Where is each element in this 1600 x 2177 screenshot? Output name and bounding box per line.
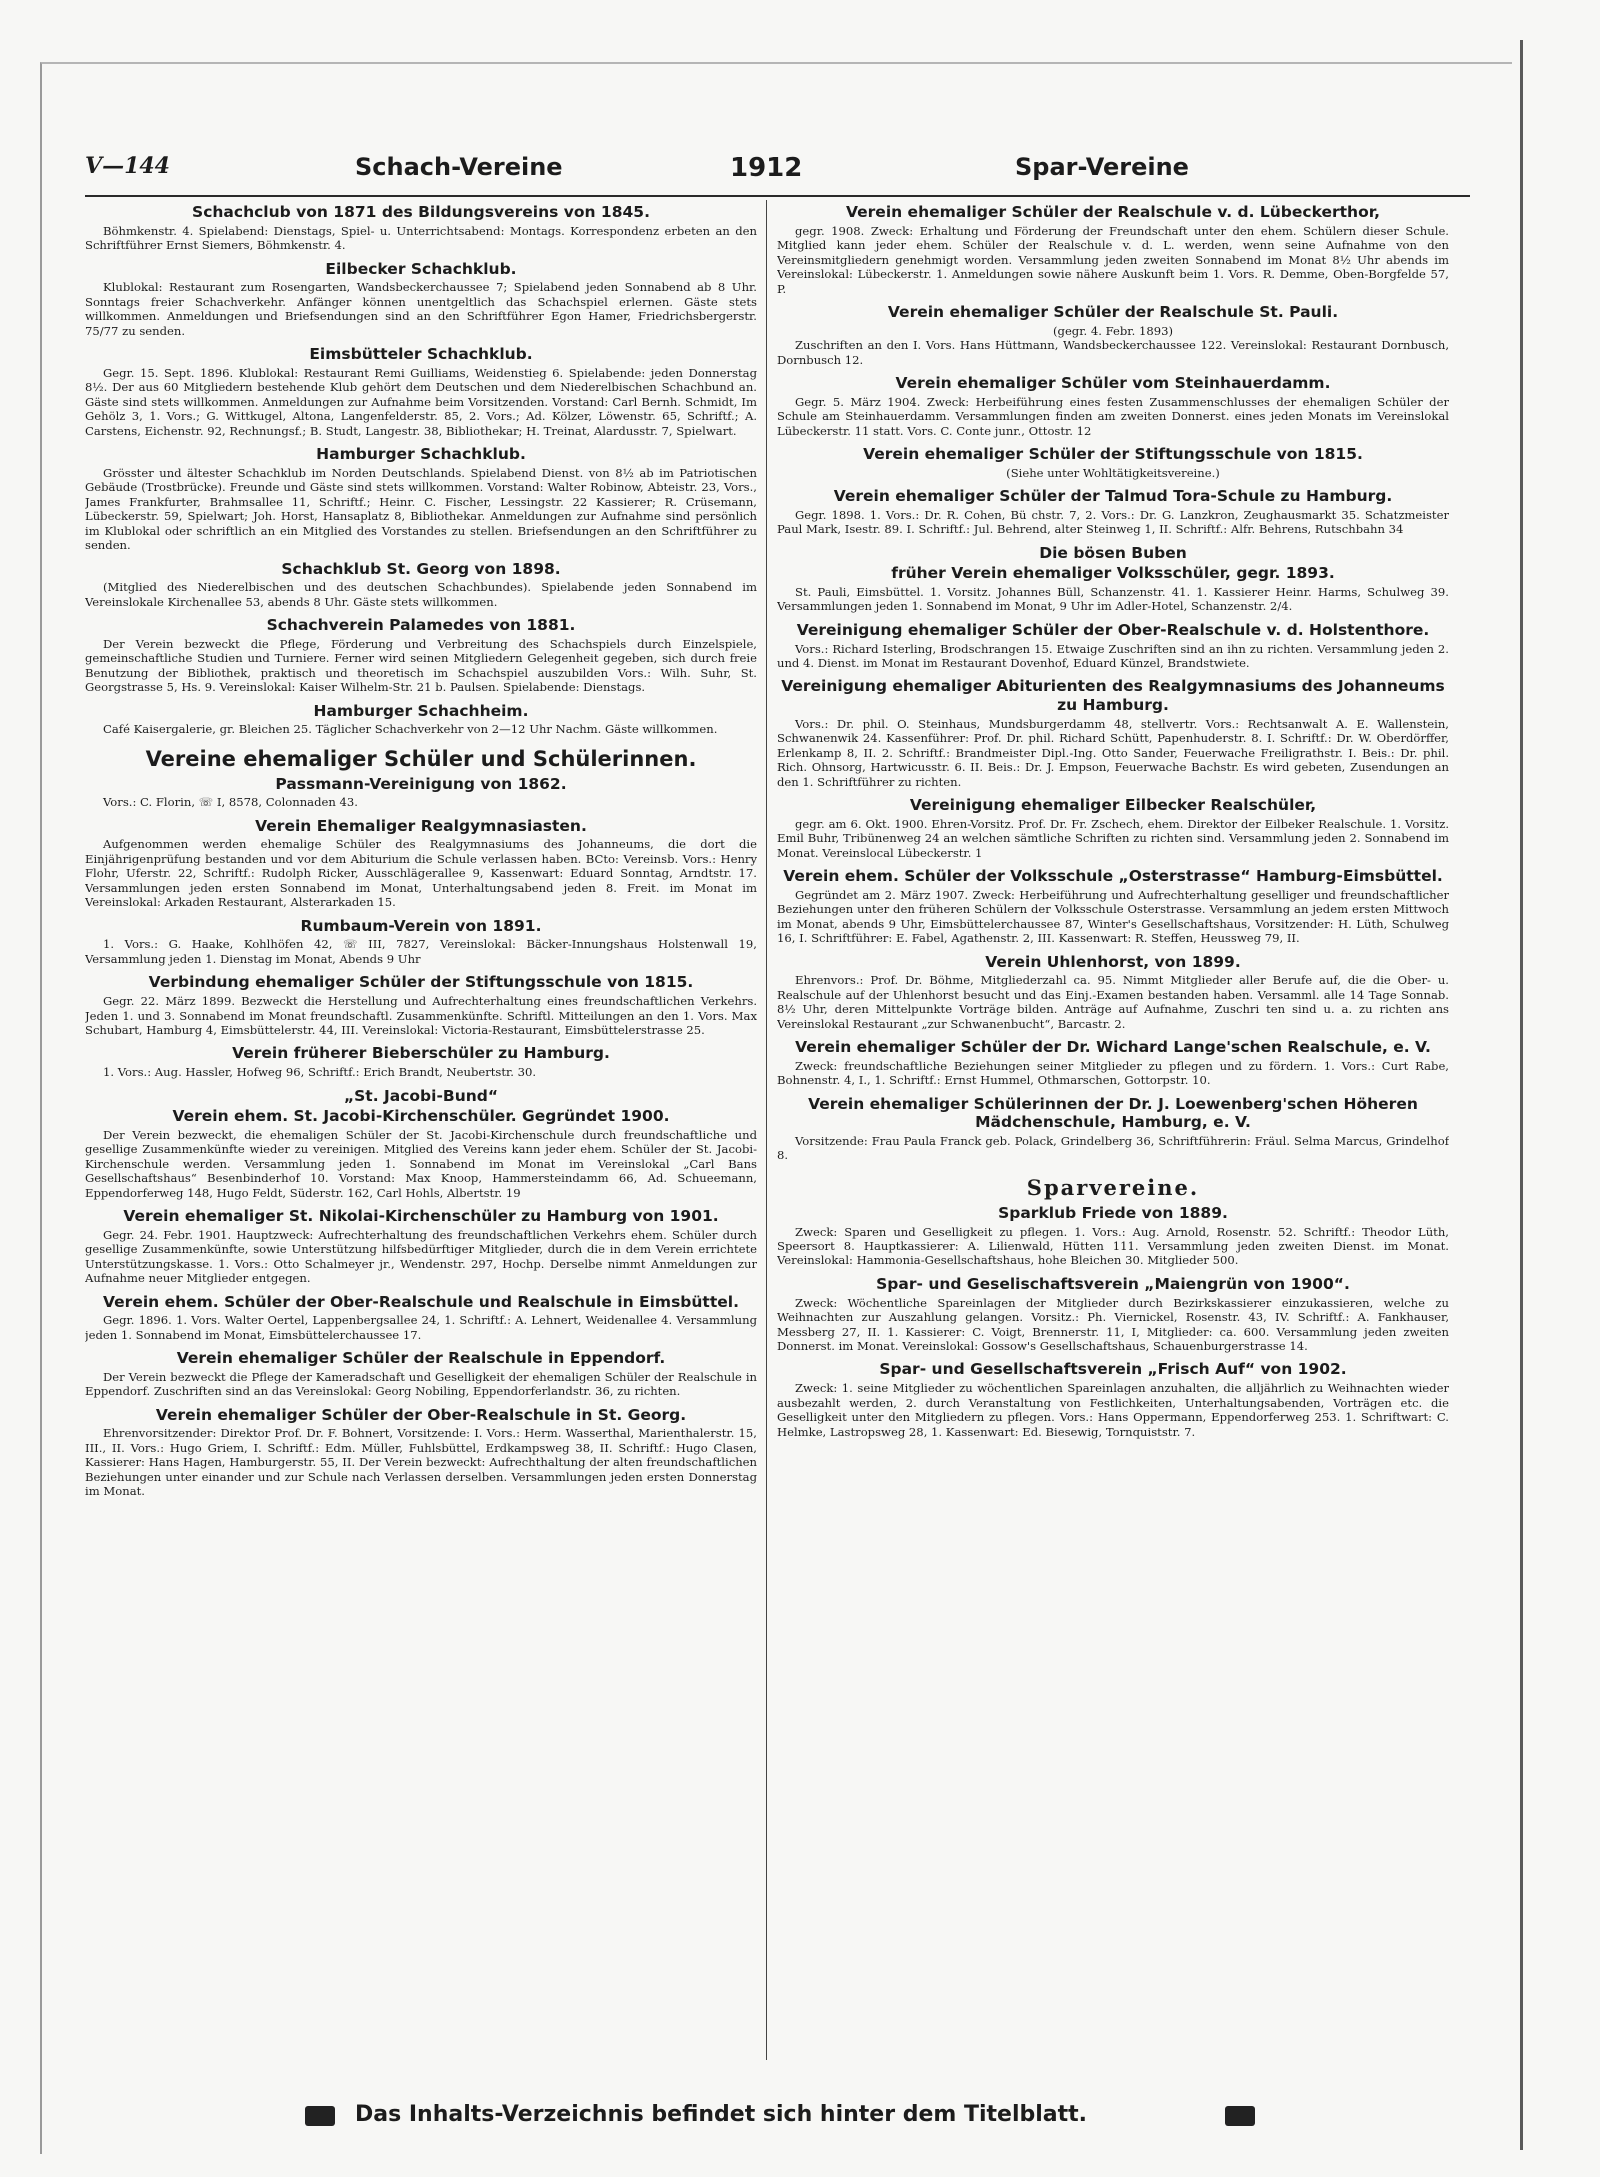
entry-body: Gegr. 22. März 1899. Bezweckt die Herstellung und Aufrechterhaltung eines freundschaftlichen Verkehrs. Jeden 1. und 3. Sonnabend im Monat freundschaftl. Zusammenkünfte. Schriftl. Mitteilungen an den 1. Vors. Max Schubart, Hamburg 4, Eimsbüttelerstr. 44, III. Vereinslokal: Victoria-Restaurant, Eimsbüttelerstrasse 25. — [85, 994, 757, 1037]
column-divider — [766, 200, 767, 2060]
entry-title: Verein ehem. Schüler der Volksschule „Osterstrasse“ Hamburg-Eimsbüttel. — [783, 867, 1443, 886]
entry-title: Schachklub St. Georg von 1898. — [281, 559, 561, 578]
directory-entry — [85, 917, 757, 967]
entry-title: Verein ehemaliger Schüler der Realschule v. d. Lübeckerthor, — [846, 203, 1380, 221]
entry-body: Zweck: Wöchentliche Spareinlagen der Mitglieder durch Bezirkskassierer einzukassieren, welche zu Weihnachten zur Auszahlung gelangen. Vorsitz.: Ph. Viernickel, Rosenstr. 43, IV. Schriftf.: A. Fankhauser, Messberg 27, II. 1. Kassierer: C. Voigt, Brennerstr. 11, I, Mitglieder: ca. 600. Versammlung jeden zweiten Donnerst. im Monat. Vereinslokal: Gossow's Gesellschaftshaus, Schauenburgerstrasse 14. — [777, 1295, 1449, 1353]
directory-entry — [85, 1087, 757, 1201]
entry-title: Eimsbütteler Schachklub. — [309, 345, 533, 364]
directory-entry — [85, 560, 757, 610]
section-heading: Vereine ehemaliger Schüler und Schülerinnen. — [145, 746, 697, 771]
directory-entry — [777, 544, 1449, 614]
entry-body: Gegr. 15. Sept. 1896. Klublokal: Restaurant Remi Guilliams, Weidenstieg 6. Spielabende: jeden Donnerstag 8½. Der aus 60 Mitgliedern bestehende Klub gehört dem Deutschen und dem Niederelbischen Schachbund an. Gäste sind stets willkommen. Anmeldungen zur Aufnahme beim Vorsitzenden. Vorstand: Carl Bernh. Schmidt, Im Gehölz 3, 1. Vors.; G. Wittkugel, Altona, Langenfelderstr. 85, 2. Vors.; Ad. Kölzer, Löwenstr. 65, Schriftf.; A. Carstens, Eichenstr. 92, Rechnungsf.; B. Studt, Langestr. 38, Bibliothekar; H. Treinat, Alardusstr. 7, Spielwart. — [85, 365, 757, 438]
directory-page — [85, 145, 1470, 2130]
directory-entry — [777, 203, 1449, 296]
entry-body: Zweck: freundschaftliche Beziehungen seiner Mitglieder zu pflegen und zu fördern. 1. Vors.: Curt Rabe, Bohnenstr. 4, I., 1. Schriftf.: Ernst Hummel, Othmarschen, Gottorpstr. 10. — [777, 1058, 1449, 1088]
entry-title: Verein ehem. Schüler der Ober-Realschule und Realschule in Eimsbüttel. — [103, 1292, 739, 1311]
entry-note: (Siehe unter Wohltätigkeitsvereine.) — [1006, 465, 1220, 480]
directory-entry — [85, 203, 757, 253]
entry-title: Verein ehemaliger Schüler der Realschule St. Pauli. — [887, 303, 1339, 322]
entry-body: Zuschriften an den I. Vors. Hans Hüttmann, Wandsbeckerchaussee 122. Vereinslokal: Restaurant Dornbusch, Dornbusch 12. — [777, 338, 1449, 367]
entry-title: Vereinigung ehemaliger Eilbecker Realschüler, — [909, 796, 1317, 815]
directory-entry — [777, 677, 1449, 789]
entry-body: Vors.: C. Florin, ☏ I, 8578, Colonnaden 43. — [103, 795, 358, 810]
directory-entry — [85, 1293, 757, 1343]
entry-note: (gegr. 4. Febr. 1893) — [1053, 323, 1173, 338]
entry-title: Die bösen Buben — [1039, 543, 1187, 562]
entry-title: Hamburger Schachheim. — [313, 701, 529, 720]
entry-title: Passmann-Vereinigung von 1862. — [275, 774, 567, 793]
entry-title: Verein ehemaliger Schüler der Realschule in Eppendorf. — [176, 1349, 666, 1368]
pointing-hand-icon — [1225, 2106, 1255, 2126]
directory-entry — [85, 973, 757, 1037]
entry-body: 1. Vors.: G. Haake, Kohlhöfen 42, ☏ III, 7827, Vereinslokal: Bäcker-Innungshaus Holstenwall 19, Versammlung jeden 1. Dienstag im Monat, Abends 9 Uhr — [85, 937, 757, 966]
entry-body: Der Verein bezweckt, die ehemaligen Schüler der St. Jacobi-Kirchenschule durch freundschaftliche und gesellige Zusammenkünfte wieder zu vereinigen. Mitglied des Vereins kann jeder ehem. Schüler der St. Jacobi-Kirchenschule werden. Versammlung jeden 1. Sonnabend im Monat im Vereinslokal „Carl Bans Gesellschaftshaus“ Besenbinderhof 10. Vorstand: Max Knoop, Hammersteindamm 66, Ad. Schueemann, Eppendorferweg 148, Hugo Feldt, Süderstr. 162, Carl Hohls, Albertstr. 19 — [85, 1127, 757, 1200]
page-header — [85, 145, 1470, 197]
header-year: 1912 — [730, 153, 803, 183]
entry-title: Hamburger Schachklub. — [316, 445, 526, 464]
directory-entry — [777, 445, 1449, 480]
entry-title: Verein Ehemaliger Realgymnasiasten. — [255, 816, 587, 835]
footer-text: Das Inhalts-Verzeichnis befindet sich hinter dem Titelblatt. — [355, 2102, 1088, 2127]
entry-body: Klublokal: Restaurant zum Rosengarten, Wandsbeckerchaussee 7; Spielabend jeden Sonnabend ab 8 Uhr. Sonntags freier Schachverkehr. Anfänger können unentgeltlich das Schachspiel erlernen. Gäste stets willkommen. Anmeldungen und Briefsendungen sind an den Schriftführer Egon Hamer, Friedrichsbergerstr. 75/77 zu senden. — [85, 280, 757, 338]
directory-entry — [85, 775, 757, 810]
entry-body: Vors.: Richard Isterling, Brodschrangen 15. Etwaige Zuschriften sind an ihn zu richten. Versammlung jeden 2. und 4. Dienst. im Monat im Restaurant Dovenhof, Eduard Künzel, Brandstwiete. — [777, 641, 1449, 670]
directory-entry — [85, 345, 757, 438]
page-number: V—144 — [85, 153, 170, 179]
entry-title: Vereinigung ehemaliger Abiturienten des Realgymnasiums des Johanneums zu Hamburg. — [781, 677, 1445, 715]
directory-entry — [85, 817, 757, 910]
section-heading: Sparvereine. — [1026, 1174, 1200, 1200]
entry-body: Grösster und ältester Schachklub im Norden Deutschlands. Spielabend Dienst. von 8½ ab im Patriotischen Gebäude (Trostbrücke). Freunde und Gäste sind stets willkommen. Vorstand: Walter Robinow, Abteistr. 23, Vors., James Frankfurter, Brahmsallee 11, Schriftf.; Heinr. C. Fischer, Lessingstr. 22 Kassierer; R. Crüsemann, Lübeckerstr. 59, Spielwart; Joh. Horst, Hansaplatz 8, Bibliothekar. Anmeldungen zur Aufnahme sind persönlich im Klublokal oder schriftlich an ein Mitglied des Vorstandes zu stellen. Briefsendungen an den Schriftführer zu senden. — [85, 465, 757, 553]
directory-entry — [85, 702, 757, 737]
entry-title: Verbindung ehemaliger Schüler der Stiftungsschule von 1815. — [148, 973, 694, 992]
directory-entry — [777, 303, 1449, 367]
entry-body: Vorsitzende: Frau Paula Franck geb. Polack, Grindelberg 36, Schriftführerin: Fräul. Selma Marcus, Grindelhof 8. — [777, 1133, 1449, 1163]
directory-entry — [777, 1275, 1449, 1354]
entry-title: Verein ehemaliger Schüler der Dr. Wichard Lange'schen Realschule, e. V. — [795, 1038, 1431, 1057]
directory-entry — [85, 1349, 757, 1399]
entry-body: Gegr. 24. Febr. 1901. Hauptzweck: Aufrechterhaltung des freundschaftlichen Verkehrs ehem. Schüler durch gesellige Zusammenkünfte, sowie Unterstützung hilfsbedürftiger Mitglieder, durch die in dem Verein errichtete Unterstützungskasse. 1. Vors.: Otto Schalmeyer jr., Wendenstr. 297, Hochp. Derselbe nimmt Anmeldungen zur Aufnahme neuer Mitglieder entgegen. — [85, 1227, 757, 1286]
left-column — [85, 203, 757, 2058]
directory-entry — [85, 260, 757, 339]
entry-body: Böhmkenstr. 4. Spielabend: Dienstags, Spiel- u. Unterrichtsabend: Montags. Korrespondenz erbeten an den Schriftführer Ernst Siemers, Böhmkenstr. 4. — [85, 223, 757, 253]
footer-note — [305, 2100, 1305, 2140]
directory-entry — [85, 445, 757, 553]
entry-body: Der Verein bezweckt die Pflege, Förderung und Verbreitung des Schachspiels durch Einzelspiele, gemeinschaftliche Studien und Turniere. Ferner wird seinen Mitgliedern Gelegenheit gegeben, sich durch freie Benutzung der Bibliothek, praktisch und theoretisch im Schachspiel auszubilden Vors.: Wilh. Suhr, St. Georgstrasse 5, Hs. 9. Vereinslokal: Kaiser Wilhelm-Str. 21 b. Paulsen. Spielabende: Dienstags. — [85, 636, 757, 695]
entry-title: Verein ehemaliger St. Nikolai-Kirchenschüler zu Hamburg von 1901. — [123, 1207, 719, 1226]
entry-body: Vors.: Dr. phil. O. Steinhaus, Mundsburgerdamm 48, stellvertr. Vors.: Rechtsanwalt A. E. Wallenstein, Schwanenwik 24. Kassenführer: Prof. Dr. phil. Richard Schütt, Papenhuderstr. 8. I. Schriftf.: Dr. W. Oberdörffer, Erlenkamp 8, II. 2. Schriftf.: Brandmeister Dipl.-Ing. Otto Sander, Feuerwache Freiligrathstr. I. Beis.: Dr. phil. Rich. Ohnsorg, Hartwicusstr. 6. II. Beis.: Dr. J. Empson, Feuerwache Bachstr. Es wird gebeten, Zusendungen an den 1. Schriftführer zu richten. — [777, 716, 1449, 789]
entry-title: Spar- und Gesellschaftsverein „Frisch Auf“ von 1902. — [879, 1360, 1347, 1379]
entry-body: Ehrenvors.: Prof. Dr. Böhme, Mitgliederzahl ca. 95. Nimmt Mitglieder aller Berufe auf, die die Ober- u. Realschule auf der Uhlenhorst besucht und das Einj.-Examen bestanden haben. Versamml. alle 14 Tage Sonnab. 8½ Uhr, deren Mittelpunkte Vorträge bilden. Anträge auf Aufnahme, Zuschri ten sind u. a. zu richten ans Vereinslokal Restaurant „zur Schwanenbucht“, Barcastr. 2. — [777, 973, 1449, 1031]
directory-entry — [85, 1044, 757, 1079]
entry-body: (Mitglied des Niederelbischen und des deutschen Schachbundes). Spielabende jeden Sonnabend im Vereinslokale Kirchenallee 53, abends 8 Uhr. Gäste stets willkommen. — [85, 580, 757, 609]
entry-title: Verein ehemaliger Schülerinnen der Dr. J. Loewenberg'schen Höheren Mädchenschule, Hamburg, e. V. — [808, 1094, 1418, 1132]
directory-entry — [85, 616, 757, 695]
directory-entry — [777, 1204, 1449, 1268]
entry-title: Vereinigung ehemaliger Schüler der Ober-Realschule v. d. Holstenthore. — [796, 620, 1430, 639]
entry-title: Verein früherer Bieberschüler zu Hamburg. — [232, 1044, 610, 1063]
entry-title: Eilbecker Schachklub. — [325, 259, 517, 278]
entry-title: Rumbaum-Verein von 1891. — [300, 916, 542, 935]
entry-body: 1. Vors.: Aug. Hassler, Hofweg 96, Schriftf.: Erich Brandt, Neubertstr. 30. — [103, 1065, 537, 1080]
entry-body: Zweck: Sparen und Geselligkeit zu pflegen. 1. Vors.: Aug. Arnold, Rosenstr. 52. Schriftf.: Theodor Lüth, Speersort 8. Hauptkassierer: A. Lilienwald, Hütten 111. Versammlung jeden zweiten Dienst. im Monat. Vereinslokal: Hammonia-Gesellschaftshaus, hohe Bleichen 30. Mitglieder 500. — [777, 1224, 1449, 1268]
entry-title: Verein ehemaliger Schüler der Talmud Tora-Schule zu Hamburg. — [833, 487, 1393, 506]
entry-body: Gegr. 1896. 1. Vors. Walter Oertel, Lappenbergsallee 24, 1. Schriftf.: A. Lehnert, Weidenallee 4. Versammlung jeden 1. Sonnabend im Monat, Eimsbüttelerchaussee 17. — [85, 1313, 757, 1342]
right-column — [777, 203, 1449, 2058]
directory-entry — [777, 867, 1449, 946]
directory-entry — [777, 621, 1449, 671]
entry-title: „St. Jacobi-Bund“ — [343, 1086, 499, 1105]
entry-subtitle: Verein ehem. St. Jacobi-Kirchenschüler. Gegründet 1900. — [172, 1107, 670, 1126]
entry-subtitle: früher Verein ehemaliger Volksschüler, gegr. 1893. — [891, 564, 1335, 583]
binding-edge — [1520, 40, 1523, 2150]
entry-title: Schachclub von 1871 des Bildungsvereins von 1845. — [192, 203, 650, 221]
entry-title: Verein ehemaliger Schüler der Ober-Realschule in St. Georg. — [155, 1405, 687, 1424]
directory-entry — [777, 1360, 1449, 1439]
entry-title: Verein ehemaliger Schüler der Stiftungsschule von 1815. — [863, 445, 1363, 464]
entry-body: Aufgenommen werden ehemalige Schüler des Realgymnasiums des Johanneums, die dort die Einjährigenprüfung bestanden und vor dem Abiturium die Schule verlassen haben. BCto: Vereinsb. Vors.: Henry Flohr, Uferstr. 22, Schriftf.: Rudolph Ricker, Ausschlägerallee 9, Kassenwart: Eduard Sonntag, Arndtstr. 17. Versammlungen jeden ersten Sonnabend im Monat, Unterhaltungsabend jeden 8. Freit. im Monat im Vereinslokal: Arkaden Restaurant, Alsterarkaden 15. — [85, 837, 757, 910]
directory-entry — [777, 1038, 1449, 1088]
entry-body: Der Verein bezweckt die Pflege der Kameradschaft und Geselligkeit der ehemaligen Schüler der Realschule in Eppendorf. Zuschriften sind an das Vereinslokal: Georg Nobiling, Eppendorferlandstr. 36, zu richten. — [85, 1369, 757, 1399]
directory-entry — [85, 1406, 757, 1499]
entry-body: gegr. 1908. Zweck: Erhaltung und Förderung der Freundschaft unter den ehem. Schülern dieser Schule. Mitglied kann jeder ehem. Schüler der Realschule v. d. L. werden, wenn seine Aufnahme von den Vereinsmitgliedern genehmigt worden. Versammlung jeden zweiten Sonnabend im Monat 8½ Uhr abends im Vereinslokal: Lübeckerstr. 1. Anmeldungen sowie nähere Auskunft beim 1. Vors. R. Demme, Oben-Borgfelde 57, P. — [777, 223, 1449, 296]
pointing-hand-icon — [305, 2106, 335, 2126]
entry-title: Spar- und Geselischaftsverein „Maiengrün von 1900“. — [876, 1274, 1350, 1293]
entry-body: Gegr. 5. März 1904. Zweck: Herbeiführung eines festen Zusammenschlusses der ehemaligen Schüler der Schule am Steinhauerdamm. Versammlungen finden am zweiten Donnerst. eines jeden Monats im Vereinslokal Lübeckerstr. 11 statt. Vors. C. Conte junr., Ottostr. 12 — [777, 394, 1449, 438]
directory-entry — [777, 487, 1449, 537]
entry-body: Zweck: 1. seine Mitglieder zu wöchentlichen Spareinlagen anzuhalten, die alljährlich zu Weihnachten wieder ausbezahlt werden, 2. durch Veranstaltung von Festlichkeiten, Unterhaltungsabenden, Vorträgen etc. die Geselligkeit unter den Mitgliedern zu pflegen. Vors.: Hans Oppermann, Eppendorferweg 253. 1. Schriftwart: C. Helmke, Lastropsweg 28, 1. Kassenwart: Ed. Biesewig, Tornquiststr. 7. — [777, 1381, 1449, 1439]
directory-entry — [777, 374, 1449, 438]
header-right-title: Spar-Vereine — [1015, 153, 1189, 181]
directory-entry — [777, 1095, 1449, 1163]
entry-body: Gegr. 1898. 1. Vors.: Dr. R. Cohen, Bü chstr. 7, 2. Vors.: Dr. G. Lanzkron, Zeughausmarkt 35. Schatzmeister Paul Mark, Isestr. 89. I. Schriftf.: Jul. Behrend, alter Steinweg 1, II. Schriftf.: Alfr. Behrens, Rutschbahn 34 — [777, 507, 1449, 537]
entry-title: Sparklub Friede von 1889. — [998, 1203, 1228, 1222]
entry-title: Verein ehemaliger Schüler vom Steinhauerdamm. — [895, 374, 1331, 393]
directory-entry — [85, 1207, 757, 1286]
header-left-title: Schach-Vereine — [355, 153, 563, 181]
directory-entry — [777, 953, 1449, 1032]
directory-entry — [777, 796, 1449, 860]
entry-body: Gegründet am 2. März 1907. Zweck: Herbeiführung und Aufrechterhaltung geselliger und freundschaftlicher Beziehungen unter den früheren Schülern der Volksschule Osterstrasse. Versammlung an jedem ersten Mittwoch im Monat, abends 9 Uhr, Eimsbüttelerchaussee 87, Winter's Gesellschaftshaus, Vorsitzender: H. Lüth, Schulweg 16, I. Schriftführer: E. Fabel, Agathenstr. 2, III. Kassenwart: R. Steffen, Heussweg 79, II. — [777, 887, 1449, 946]
entry-body: gegr. am 6. Okt. 1900. Ehren-Vorsitz. Prof. Dr. Fr. Zschech, ehem. Direktor der Eilbeker Realschule. 1. Vorsitz. Emil Buhr, Tribünenweg 24 an welchen sämtliche Schriften zu richten sind. Versammlung jeden 2. Sonnabend im Monat. Vereinslocal Lübeckerstr. 1 — [777, 816, 1449, 860]
entry-title: Schachverein Palamedes von 1881. — [266, 616, 576, 635]
entry-body: St. Pauli, Eimsbüttel. 1. Vorsitz. Johannes Büll, Schanzenstr. 41. 1. Kassierer Heinr. Harms, Schulweg 39. Versammlungen jeden 1. Sonnabend im Monat, 9 Uhr im Adler-Hotel, Schanzenstr. 2/4. — [777, 584, 1449, 614]
entry-body: Ehrenvorsitzender: Direktor Prof. Dr. F. Bohnert, Vorsitzende: I. Vors.: Herm. Wasserthal, Marienthalerstr. 15, III., II. Vors.: Hugo Griem, I. Schriftf.: Edm. Müller, Fuhlsbüttel, Erdkampsweg 38, II. Schriftf.: Hugo Clasen, Kassierer: Hans Hagen, Hamburgerstr. 55, II. Der Verein bezweckt: Aufrechthaltung der alten freundschaftlichen Beziehungen unter einander und zur Schule nach Verlassen derselben. Versammlungen jeden ersten Donnerstag im Monat. — [85, 1426, 757, 1499]
entry-body: Café Kaisergalerie, gr. Bleichen 25. Täglicher Schachverkehr von 2—12 Uhr Nachm. Gäste willkommen. — [103, 722, 718, 737]
entry-title: Verein Uhlenhorst, von 1899. — [985, 952, 1241, 971]
